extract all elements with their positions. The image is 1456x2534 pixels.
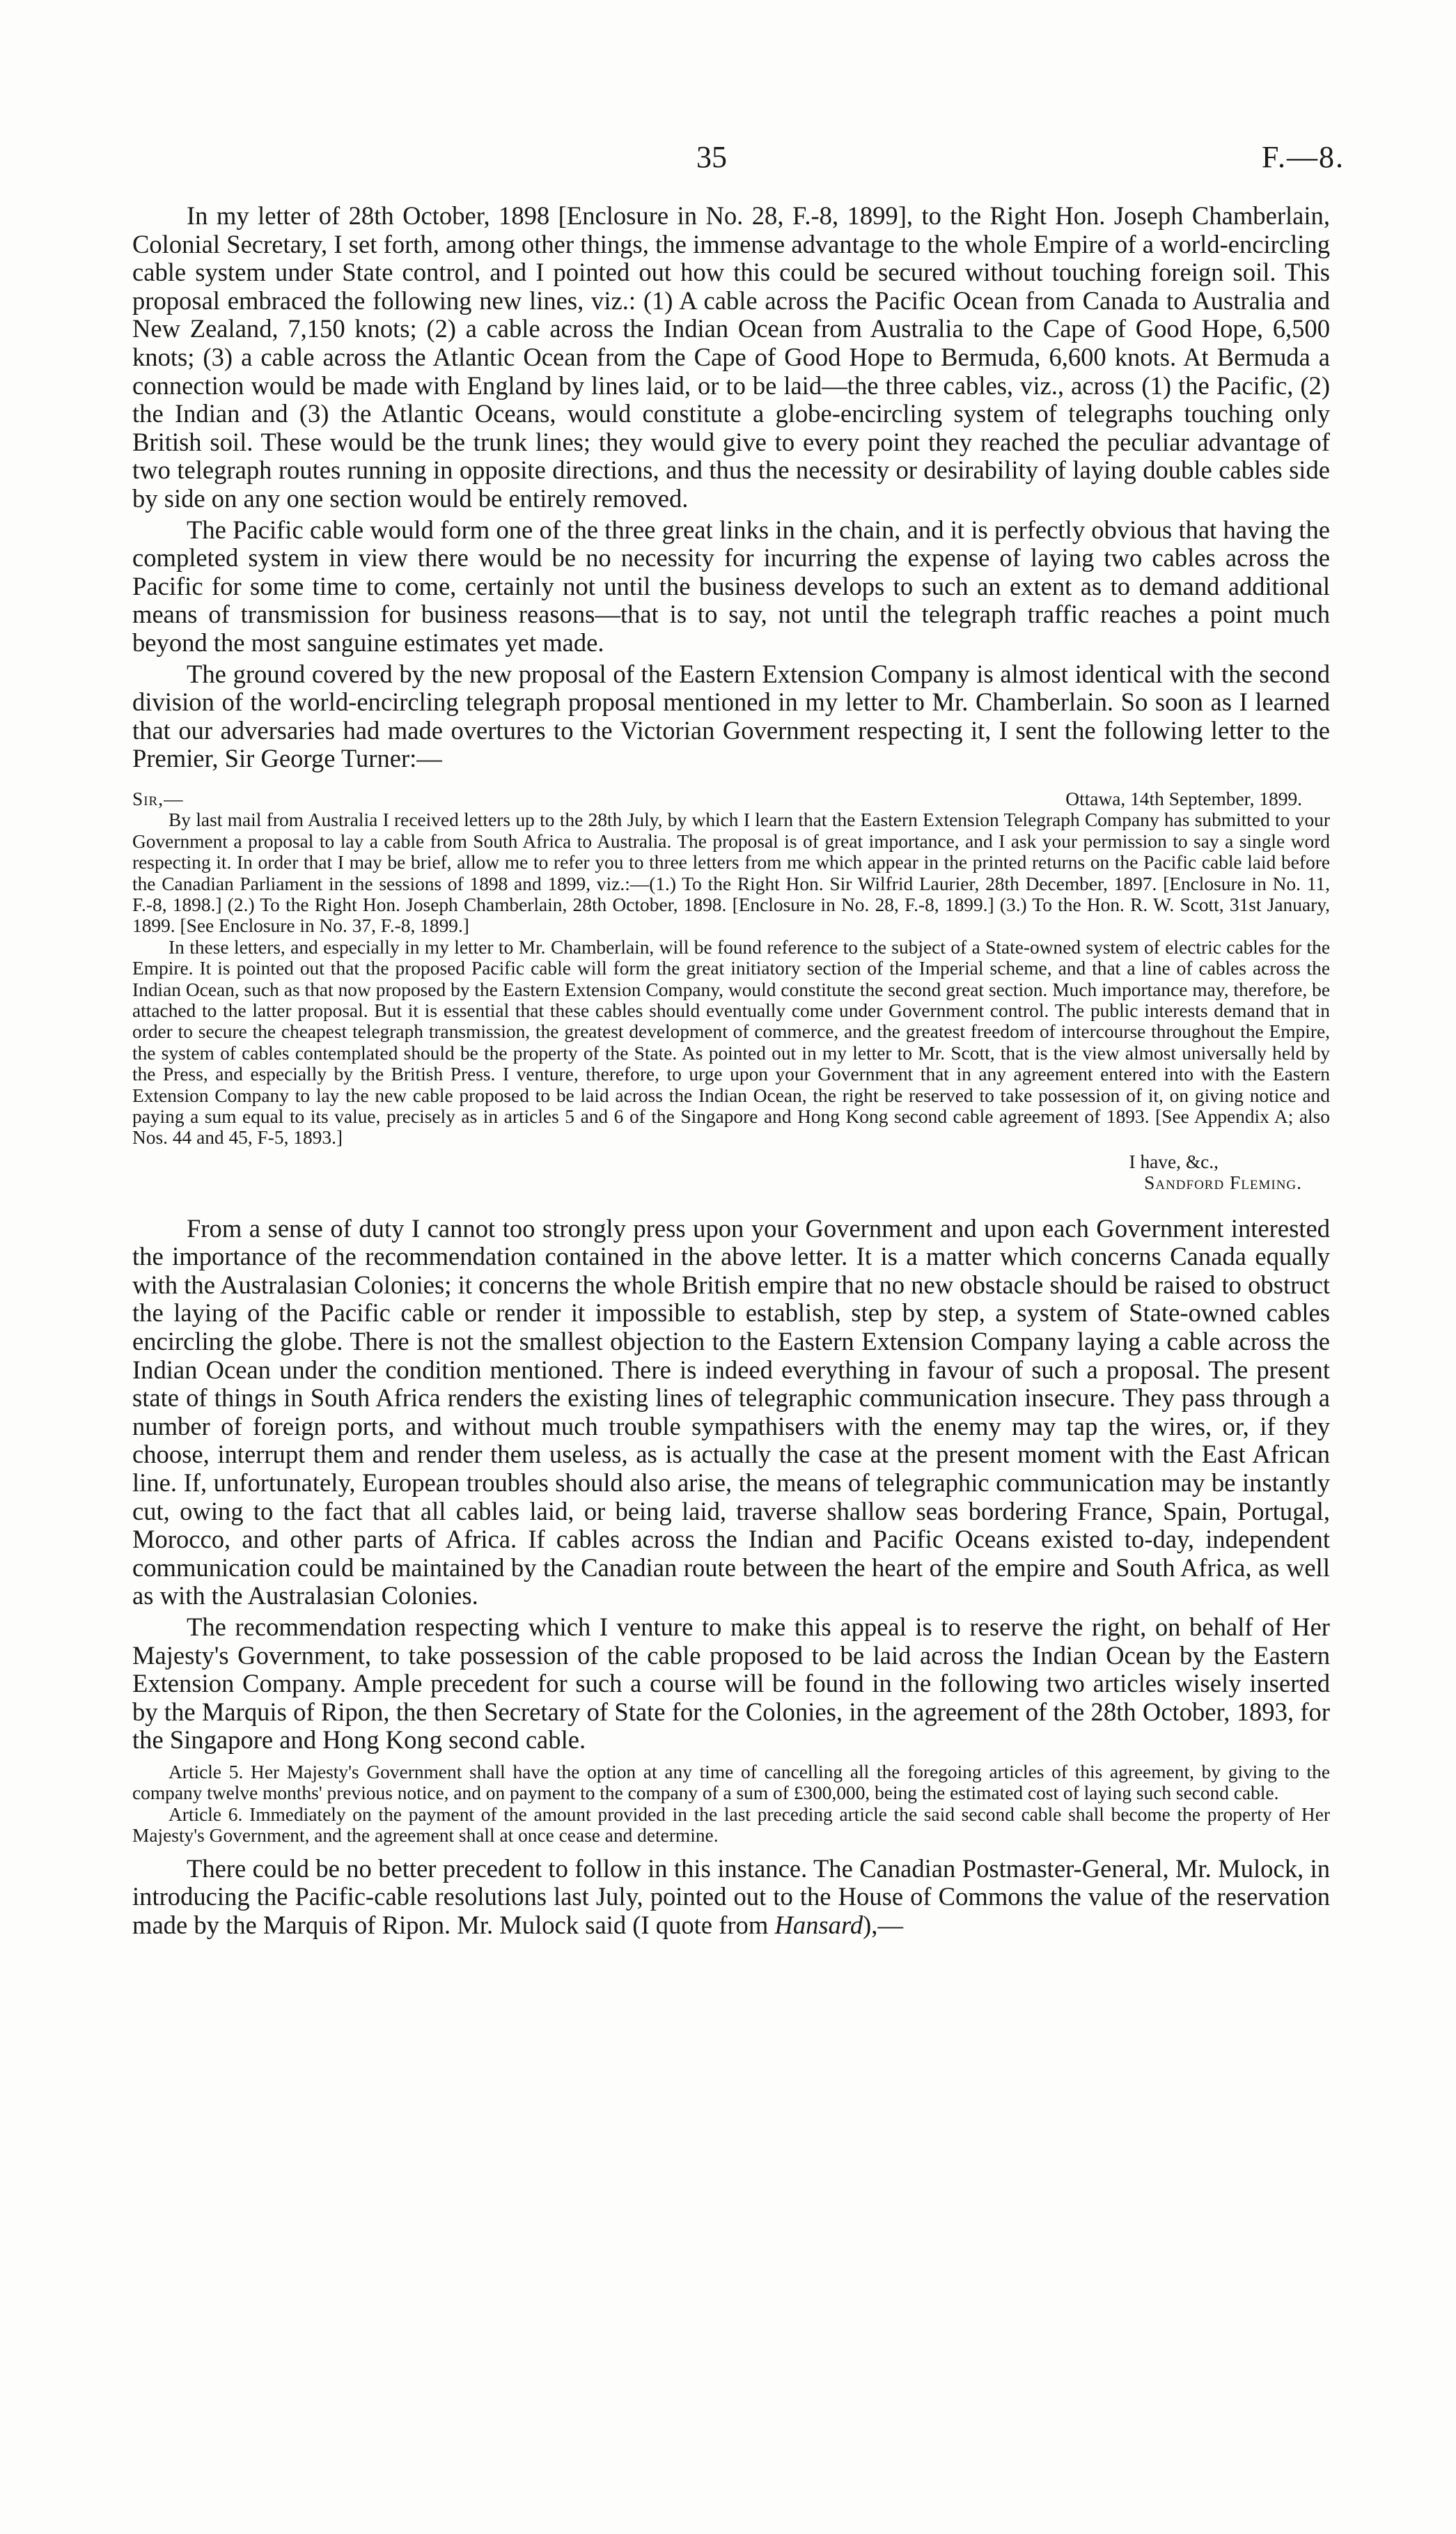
- agreement-articles: [132, 1762, 1330, 1847]
- letter-paragraph: By last mail from Australia I received letters up to the 28th July, by which I learn that the Eastern Extension Telegraph Company has submitted to your Government a proposal to lay a cable from South Africa to Australia. The proposal is of great importance, and I ask your permission to say a single word respecting it. In order that I may be brief, allow me to refer you to three letters from me which appear in the printed returns on the Pacific cable laid before the Canadian Parliament in the sessions of 1898 and 1899, viz.:—(1.) To the Right Hon. Sir Wilfrid Laurier, 28th December, 1897. [Enclosure in No. 11, F.-8, 1898.] (2.) To the Right Hon. Joseph Chamberlain, 28th October, 1898. [Enclosure in No. 28, F.-8, 1899.] (3.) To the Hon. R. W. Scott, 31st January, 1899. [See Enclosure in No. 37, F.-8, 1899.]: [132, 809, 1330, 937]
- article-paragraph: Article 5. Her Majesty's Government shall have the option at any time of cancelling all the foregoing articles of this agreement, by giving to the company twelve months' previous notice, and on payment to the company of a sum of £300,000, being the estimated cost of laying such second cable.: [132, 1761, 1330, 1804]
- letter-paragraph: In these letters, and especially in my letter to Mr. Chamberlain, will be found reference to the subject of a State-owned system of electric cables for the Empire. It is pointed out that the proposed Pacific cable will form the great initiatory section of the Imperial scheme, and that a line of cables across the Indian Ocean, such as that now proposed by the Eastern Extension Company, would constitute the second great section. Much importance may, therefore, be attached to the latter proposal. But it is essential that these cables should eventually come under Government control. The public interests demand that in order to secure the cheapest telegraph transmission, the greatest development of commerce, and the greatest freedom of intercourse throughout the Empire, the system of cables contemplated should be the property of the State. As pointed out in my letter to Mr. Scott, that is the view almost universally held by the Press, and especially by the British Press. I venture, therefore, to urge upon your Government that in any agreement entered into with the Eastern Extension Company to lay the new cable proposed to be laid across the Indian Ocean, the right be reserved to take possession of it, on giving notice and paying a sum equal to its value, precisely as in articles 5 and 6 of the Singapore and Hong Kong second cable agreement of 1893. [See Appendix A; also Nos. 44 and 45, F-5, 1893.]: [132, 936, 1330, 1149]
- hansard-citation: Hansard: [774, 1910, 863, 1939]
- letter-dateline: Ottawa, 14th September, 1899.: [1065, 788, 1302, 809]
- body-paragraph: The Pacific cable would form one of the three great links in the chain, and it is perfectly obvious that having the completed system in view there would be no necessity for incurring the expense of laying two cables across the Pacific for some time to come, certainly not until the business develops to such an extent as to demand additional means of transmission for business reasons—that is to say, not until the telegraph traffic reaches a point much beyond the most sanguine estimates yet made.: [132, 515, 1330, 657]
- letter-signoff: [132, 1151, 1302, 1194]
- page-number: 35: [696, 140, 727, 174]
- body-paragraph: The ground covered by the new proposal of the Eastern Extension Company is almost identical with the second division of the world-encircling telegraph proposal mentioned in my letter to Mr. Chamberlain. So soon as I learned that our adversaries had made overtures to the Victorian Government respecting it, I sent the following letter to the Premier, Sir George Turner:—: [132, 659, 1330, 773]
- article-paragraph: Article 6. Immediately on the payment of the amount provided in the last preceding article the said second cable shall become the property of Her Majesty's Government, and the agreement shall at once cease and determine.: [132, 1803, 1330, 1847]
- final-paragraph: [132, 1855, 1330, 1940]
- letter-salutation: Sir,—: [132, 788, 184, 809]
- letter-closing: I have, &c.,: [1129, 1151, 1219, 1172]
- main-discussion: [132, 1215, 1330, 1755]
- final-paragraph-text: There could be no better precedent to follow in this instance. The Canadian Postmaster-General, Mr. Mulock, in introducing the Pacific-cable resolutions last July, pointed out to the House of Commons the value of the reservation made by the Marquis of Ripon. Mr. Mulock said (I quote from: [132, 1853, 1330, 1939]
- body-paragraph: From a sense of duty I cannot too strongly press upon your Government and upon each Government interested the importance of the recommendation contained in the above letter. It is a matter which concerns Canada equally with the Australasian Colonies; it concerns the whole British empire that no new obstacle should be raised to obstruct the laying of the Pacific cable or render it impossible to establish, step by step, a system of State-owned cables encircling the globe. There is not the smallest objection to the Eastern Extension Company laying a cable across the Indian Ocean under the condition mentioned. There is indeed everything in favour of such a proposal. The present state of things in South Africa renders the existing lines of telegraphic communication insecure. They pass through a number of foreign ports, and without much trouble sympathisers with the enemy may tap the wires, or, if they choose, interrupt them and render them useless, as is actually the case at the present moment with the East African line. If, unfortunately, European troubles should also arise, the means of telegraphic communication may be instantly cut, owing to the fact that all cables laid, or being laid, traverse shallow seas bordering France, Spain, Portugal, Morocco, and other parts of Africa. If cables across the Indian and Pacific Oceans existed to-day, independent communication could be maintained by the Canadian route between the heart of the empire and South Africa, as well as with the Australasian Colonies.: [132, 1213, 1330, 1610]
- body-paragraph: In my letter of 28th October, 1898 [Enclosure in No. 28, F.-8, 1899], to the Right Hon. Joseph Chamberlain, Colonial Secretary, I set forth, among other things, the immense advantage to the whole Empire of a world-encircling cable system under State control, and I pointed out how this could be secured without touching foreign soil. This proposal embraced the following new lines, viz.: (1) A cable across the Pacific Ocean from Canada to Australia and New Zealand, 7,150 knots; (2) a cable across the Indian Ocean from Australia to the Cape of Good Hope, 6,500 knots; (3) a cable across the Atlantic Ocean from the Cape of Good Hope to Bermuda, 6,600 knots. At Bermuda a connection would be made with England by lines laid, or to be laid—the three cables, viz., across (1) the Pacific, (2) the Indian and (3) the Atlantic Oceans, would constitute a globe-encircling system of telegraphs touching only British soil. These would be the trunk lines; they would give to every point they reached the peculiar advantage of two telegraph routes running in opposite directions, and thus the necessity or desirability of laying double cables side by side on any one section would be entirely removed.: [132, 201, 1330, 513]
- body-paragraph: The recommendation respecting which I venture to make this appeal is to reserve the right, on behalf of Her Majesty's Government, to take possession of the cable proposed to be laid across the Indian Ocean by the Eastern Extension Company. Ample precedent for such a course will be found in the following two articles wisely inserted by the Marquis of Ripon, the then Secretary of State for the Colonies, in the agreement of the 28th October, 1893, for the Singapore and Hong Kong second cable.: [132, 1612, 1330, 1755]
- letter-signature: Sandford Fleming.: [1144, 1172, 1302, 1194]
- final-paragraph-tail: ),—: [863, 1910, 904, 1939]
- document-reference: F.—8.: [1262, 140, 1345, 174]
- letter-header: [132, 788, 1330, 809]
- page-header: [0, 139, 1456, 181]
- page-body: [132, 202, 1330, 1942]
- quoted-letter: [132, 788, 1330, 1194]
